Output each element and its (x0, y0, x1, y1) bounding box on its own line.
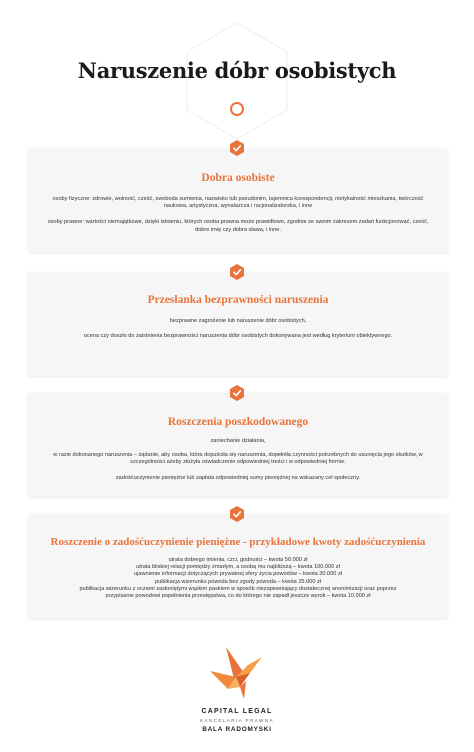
section-card-zadoscuczynienie (28, 514, 448, 618)
check-badge-icon (229, 506, 245, 522)
section-paragraph: osoby prawne: wartości niemajątkowe, dzięki istnieniu, których osoba prawna może prawidłowo, zgodnie ze swoim zakresem zadań funkcjonować, cześć, dobre imię czy dobra sława, i inne. (47, 219, 429, 233)
section-paragraph: w razie dokonanego naruszenia – żądanie, aby osoba, która dopuściła się naruszenia, dopełniła czynności potrzebnych do usunięcia jego skutków, w szczególności ażeby złożyła oświadczenie odpowiedniej treści i w odpowiedniej formie. (53, 452, 423, 466)
section-paragraph: ocena czy doszło do zaistnienia bezprawności naruszenia dóbr osobistych dokonywana jest według kryterium obiektywnego. (83, 333, 393, 340)
section-card-przeslanka-bezprawnosci (28, 272, 448, 376)
check-badge-icon (229, 264, 245, 280)
section-card-dobra-osobiste (28, 148, 448, 252)
section-paragraph: utrata bliskiej relacji pomiędzy zmarłym, a osobą mu najbliższą – kwota 100.000 zł (136, 564, 340, 571)
section-title: Roszczenie o zadośćuczynienie pieniężne - przykładowe kwoty zadośćuczynienia (50, 536, 426, 548)
section-title: Dobra osobiste (201, 172, 275, 184)
section-paragraph: zaniechanie działania, (210, 438, 266, 444)
section-title: Przesłanka bezprawności naruszenia (147, 294, 329, 306)
section-paragraph: osoby fizyczne: zdrowie, wolność, cześć, swoboda sumienia, nazwisko lub pseudonim, tajemnica korespondencji, nietykalność mieszkania, twórczość naukowa, artystyczna, wynalazcza i racjonalizatorska, i inne (52, 196, 424, 210)
footer-brand: CAPITAL LEGAL (201, 708, 273, 715)
section-paragraph: bezprawne zagrożenie lub naruszenie dóbr osobistych, (169, 318, 307, 324)
orange-bird-logo-icon (206, 643, 268, 703)
check-badge-icon (229, 385, 245, 401)
footer-owner: BALA RADOMYSKI (202, 726, 272, 733)
section-card-roszczenia-poszkodowanego (28, 393, 448, 497)
section-title: Roszczenia poszkodowanego (167, 416, 309, 428)
section-paragraph: zadośćuczynienie pieniężne lub zapłata odpowiedniej sumy pieniężnej na wskazany cel społeczny. (115, 474, 361, 481)
circle-ring-icon (230, 102, 244, 116)
section-paragraph: utrata dobrego imienia, czci, godności – kwota 50.000 zł (168, 557, 308, 563)
section-paragraph: ujawnienie informacji dotyczących prywatnej sfery życia powodów – kwota 30.000 zł (133, 571, 342, 578)
page-title: Naruszenie dóbr osobistych (77, 58, 397, 83)
section-paragraph: publikacja wizerunku z oczami zasłoniętymi wąskim paskiem w sposób niezapewniający dostatecznej anonimizacji oraz poprzez przypisanie powodowi popełnienia przestępstwa, co do którego nie zapadł jeszcze wyrok – kwota 10.000 zł (79, 585, 397, 600)
section-paragraph: publikacja wizerunku powoda bez zgody powoda – kwota 25.000 zł (154, 578, 322, 585)
footer-subtitle: KANCELARIA PRAWNA (200, 718, 274, 723)
check-badge-icon (229, 140, 245, 156)
